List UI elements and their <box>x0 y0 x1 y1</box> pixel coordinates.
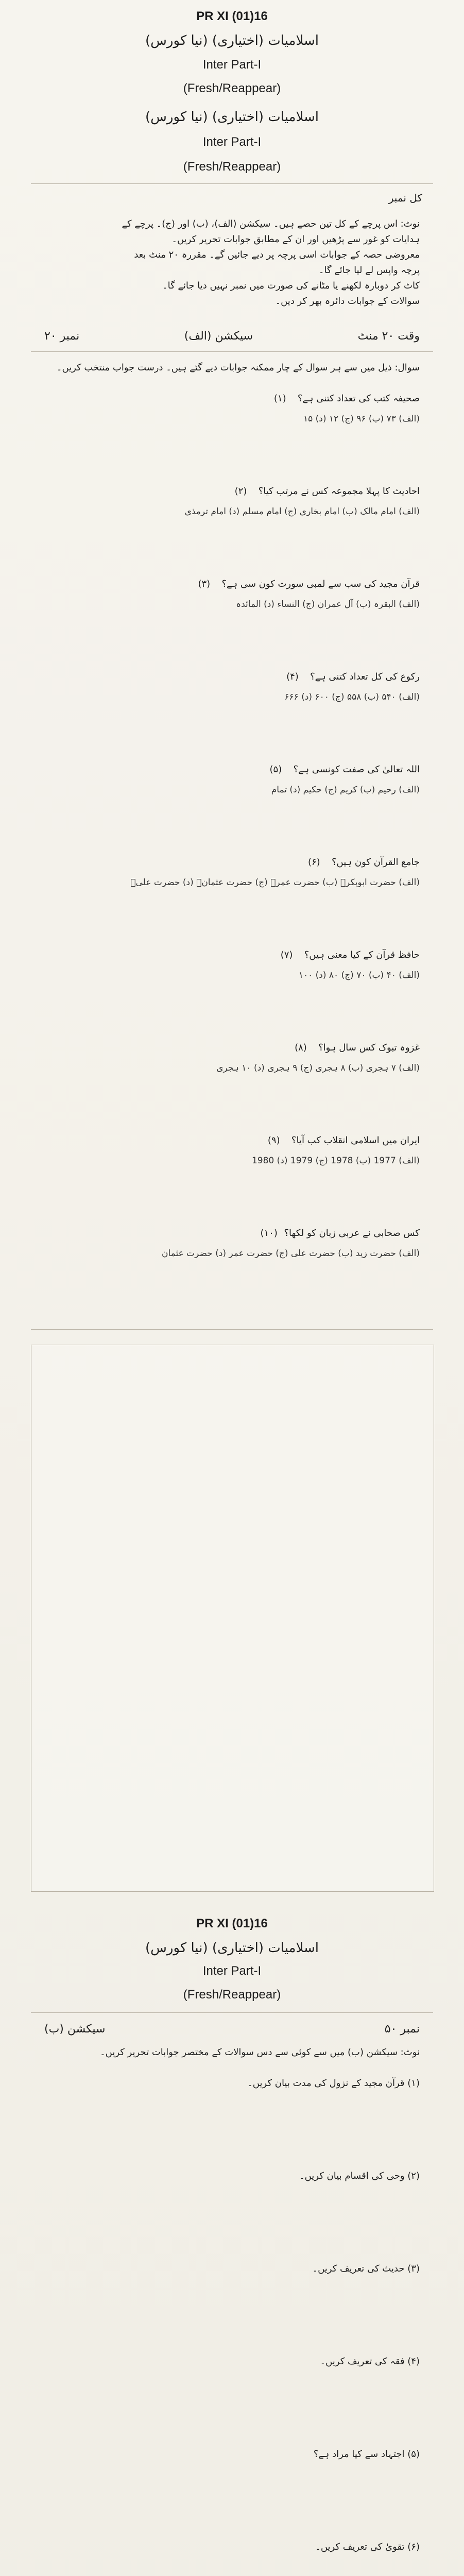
part-label-2: Inter Part-I <box>202 135 262 149</box>
mcq-text: غزوہ تبوک کس سال ہوا؟ <box>318 1042 420 1053</box>
paper-code: PR XI (01)16 <box>196 9 268 23</box>
session-label-2: (Fresh/Reappear) <box>183 160 281 174</box>
mcq-question <box>44 948 420 962</box>
section-a-label: سیکشن (الف) <box>184 330 253 343</box>
divider <box>31 351 433 352</box>
mcq-number: (۱) <box>273 393 286 404</box>
mcq-question <box>44 1041 420 1055</box>
section-b-meta <box>44 2023 420 2036</box>
session-label-3: (Fresh/Reappear) <box>183 1988 281 2002</box>
mcq-number: (۴) <box>286 671 299 682</box>
mcq-number: (۹) <box>267 1135 280 1146</box>
mcq-options: (الف) ۷۳ (ب) ۹۶ (ج) ۱۲ (د) ۱۵ <box>303 414 420 424</box>
mcq-text: قرآن مجید کی سب سے لمبی سورت کون سی ہے؟ <box>221 579 420 589</box>
mcq-text: اللہ تعالیٰ کی صفت کونسی ہے؟ <box>293 764 420 775</box>
mcq-options: (الف) البقرہ (ب) آل عمران (ج) النساء (د) المائدہ <box>236 599 420 609</box>
section-a-meta <box>44 330 420 343</box>
mcq-options: (الف) ۵۴۰ (ب) ۵۵۸ (ج) ۶۰۰ (د) ۶۶۶ <box>284 692 420 702</box>
section-b-item: (۱) قرآن مجید کے نزول کی مدت بیان کریں۔ <box>247 2078 420 2089</box>
mcq-number: (۵) <box>269 764 282 775</box>
section-a-heading: سوال: ذیل میں سے ہر سوال کے چار ممکنہ جوابات دیے گئے ہیں۔ درست جواب منتخب کریں۔ <box>56 362 420 373</box>
instruction-line: معروضی حصہ کے جوابات اسی پرچہ پر دیے جائیں گے۔ مقررہ ۲۰ منٹ بعد <box>134 249 420 260</box>
part-label-3: Inter Part-I <box>202 1964 262 1978</box>
mcq-question <box>44 392 420 406</box>
mcq-text: صحیفہ کتب کی تعداد کتنی ہے؟ <box>297 393 420 404</box>
mcq-number: (۸) <box>295 1042 307 1053</box>
mcq-options: (الف) 1977 (ب) 1978 (ج) 1979 (د) 1980 <box>251 1156 420 1166</box>
notes-box <box>31 1345 434 1892</box>
subject-title-urdu: اسلامیات (اختیاری) (نیا کورس) <box>145 33 319 48</box>
section-b-title: سیکشن (ب) <box>44 2023 106 2036</box>
section-b-marks: نمبر ۵۰ <box>384 2023 420 2036</box>
instruction-line: نوٹ: اس پرچے کے کل تین حصے ہیں۔ سیکشن (الف)، (ب) اور (ج)۔ پرچے کے <box>122 218 420 229</box>
mcq-text: ایران میں اسلامی انقلاب کب آیا؟ <box>291 1135 420 1146</box>
total-marks-label: کل نمبر <box>388 192 422 204</box>
mcq-number: (۲) <box>234 486 247 497</box>
mcq-number: (۶) <box>307 857 320 868</box>
mcq-question <box>44 577 420 591</box>
mcq-question <box>44 1133 420 1148</box>
section-b-item: (۴) فقہ کی تعریف کریں۔ <box>320 2356 420 2367</box>
session-label: (Fresh/Reappear) <box>183 81 281 95</box>
mcq-text: احادیث کا پہلا مجموعہ کس نے مرتب کیا؟ <box>258 486 420 497</box>
mcq-options: (الف) حضرت زید (ب) حضرت علی (ج) حضرت عمر (د) حضرت عثمان <box>161 1248 420 1259</box>
instruction-line: کاٹ کر دوبارہ لکھنے یا مٹانے کی صورت میں نمبر نہیں دیا جائے گا۔ <box>162 280 420 291</box>
mcq-options: (الف) امام مالک (ب) امام بخاری (ج) امام مسلم (د) امام ترمذی <box>184 506 420 517</box>
section-a-marks: نمبر ۲۰ <box>44 330 80 343</box>
mcq-question <box>44 1226 420 1241</box>
mcq-number: (۷) <box>280 950 293 960</box>
divider <box>31 183 433 184</box>
section-b-item: (۶) تقویٰ کی تعریف کریں۔ <box>315 2541 420 2552</box>
mcq-question <box>44 855 420 870</box>
section-b-item: (۵) اجتہاد سے کیا مراد ہے؟ <box>313 2449 420 2460</box>
section-b-item: (۳) حدیث کی تعریف کریں۔ <box>312 2263 420 2274</box>
mcq-text: رکوع کی کل تعداد کتنی ہے؟ <box>310 671 420 682</box>
mcq-text: جامع القرآن کون ہیں؟ <box>331 857 420 868</box>
divider <box>31 1329 433 1330</box>
mcq-question <box>44 484 420 499</box>
mcq-number: (۳) <box>198 579 211 589</box>
subject-title-urdu-2: اسلامیات (اختیاری) (نیا کورس) <box>145 109 319 125</box>
mcq-number: (۱۰) <box>260 1228 278 1239</box>
instructions <box>44 216 420 309</box>
instruction-line: ہدایات کو غور سے پڑھیں اور ان کے مطابق جوابات تحریر کریں۔ <box>171 234 420 245</box>
mcq-text: کس صحابی نے عربی زبان کو لکھا؟ <box>284 1228 420 1239</box>
section-b-note: نوٹ: سیکشن (ب) میں سے کوئی سے دس سوالات کے مختصر جوابات تحریر کریں۔ <box>100 2047 420 2058</box>
mcq-options: (الف) رحیم (ب) کریم (ج) حکیم (د) تمام <box>271 785 420 795</box>
part-label: Inter Part-I <box>202 58 262 72</box>
mcq-question <box>44 670 420 684</box>
divider <box>31 2012 433 2013</box>
paper-code-2: PR XI (01)16 <box>196 1917 268 1930</box>
mcq-options: (الف) حضرت ابوبکرؓ (ب) حضرت عمرؓ (ج) حضرت عثمانؓ (د) حضرت علیؓ <box>130 877 420 888</box>
mcq-text: حافظ قرآن کے کیا معنی ہیں؟ <box>304 950 420 960</box>
mcq-question <box>44 762 420 777</box>
instruction-line: سوالات کے جوابات دائرہ بھر کر دیں۔ <box>275 296 420 307</box>
mcq-options: (الف) ۴۰ (ب) ۷۰ (ج) ۸۰ (د) ۱۰۰ <box>298 970 420 980</box>
subject-title-urdu-3: اسلامیات (اختیاری) (نیا کورس) <box>145 1940 319 1956</box>
mcq-options: (الف) ۷ ہجری (ب) ۸ ہجری (ج) ۹ ہجری (د) ۱۰ ہجری <box>216 1063 420 1073</box>
instruction-line: پرچہ واپس لے لیا جائے گا۔ <box>318 265 420 276</box>
section-b-item: (۲) وحی کی اقسام بیان کریں۔ <box>299 2171 420 2181</box>
section-a-time: وقت ۲۰ منٹ <box>357 330 420 343</box>
